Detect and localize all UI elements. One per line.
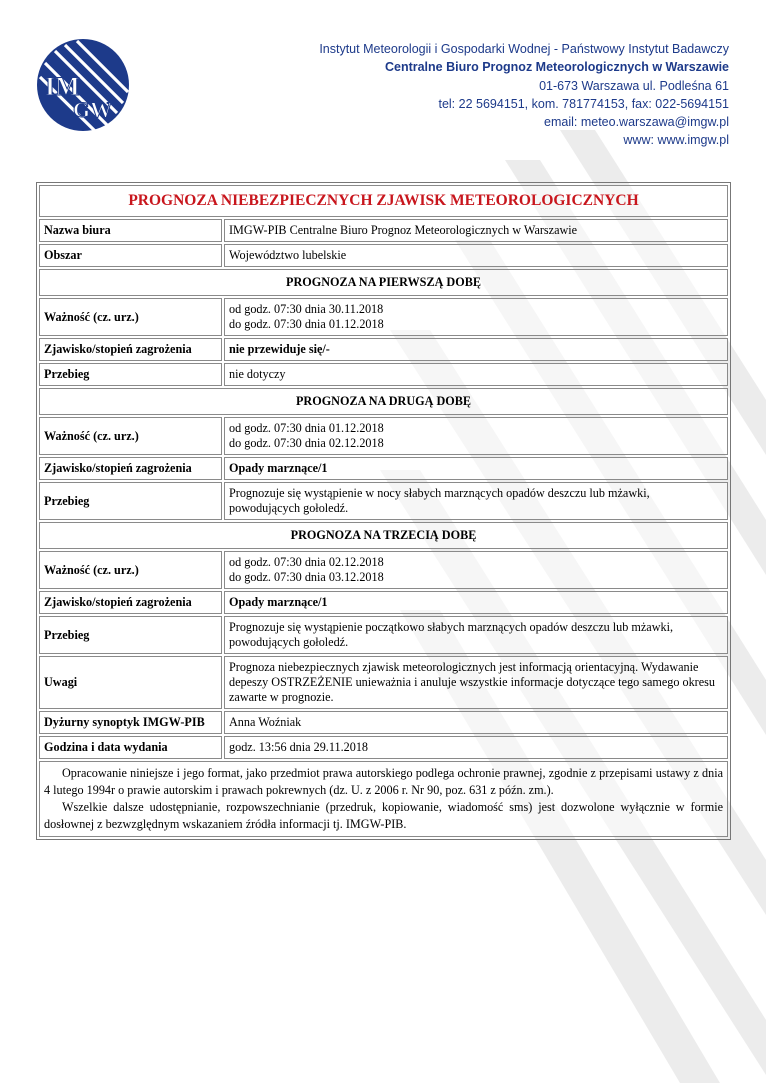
copyright-note <box>39 761 728 837</box>
day1-validity-from: od godz. 07:30 dnia 30.11.2018 <box>229 302 384 316</box>
day1-course-label: Przebieg <box>39 363 222 386</box>
day2-heading: PROGNOZA NA DRUGĄ DOBĘ <box>39 388 728 415</box>
institute-header <box>319 40 729 150</box>
institute-name: Instytut Meteorologii i Gospodarki Wodnej - Państwowy Instytut Badawczy <box>319 42 729 56</box>
day3-validity-value <box>224 551 728 589</box>
logo-text-top: IM <box>45 72 80 101</box>
day3-phenomenon-label: Zjawisko/stopień zagrożenia <box>39 591 222 614</box>
day3-course-value: Prognozuje się wystąpienie początkowo słabych marznących opadów deszczu lub mżawki, powodujących gołoledź. <box>224 616 728 654</box>
day2-course-label: Przebieg <box>39 482 222 520</box>
document-title: PROGNOZA NIEBEZPIECZNYCH ZJAWISK METEOROLOGICZNYCH <box>39 185 728 217</box>
day2-phenomenon-value: Opady marznące/1 <box>224 457 728 480</box>
day3-validity-to: do godz. 07:30 dnia 03.12.2018 <box>229 570 384 584</box>
imgw-logo <box>35 37 131 147</box>
remarks-value: Prognoza niebezpiecznych zjawisk meteorologicznych jest informacją orientacyjną. Wydawanie depeszy OSTRZEŻENIE unieważnia i anuluje wszystkie informacje dotyczące tego samego okresu zawarte w prognozie. <box>224 656 728 709</box>
office-label: Nazwa biura <box>39 219 222 242</box>
day2-course-value: Prognozuje się wystąpienie w nocy słabych marznących opadów deszczu lub mżawki, powodujących gołoledź. <box>224 482 728 520</box>
forecaster-value: Anna Woźniak <box>224 711 728 734</box>
forecaster-label: Dyżurny synoptyk IMGW-PIB <box>39 711 222 734</box>
phone-numbers: tel: 22 5694151, kom. 781774153, fax: 022-5694151 <box>438 96 729 111</box>
address: 01-673 Warszawa ul. Podleśna 61 <box>539 78 729 93</box>
issued-value: godz. 13:56 dnia 29.11.2018 <box>224 736 728 759</box>
day1-phenomenon-value: nie przewiduje się/- <box>224 338 728 361</box>
copyright-paragraph-2: Wszelkie dalsze udostępnianie, rozpowszechnianie (przedruk, kopiowanie, wiadomość sms) jest dozwolone wyłącznie w formie dosłownej z bezwzględnym wskazaniem źródła informacji tj. IMGW-PIB. <box>44 800 723 831</box>
copyright-paragraph-1: Opracowanie niniejsze i jego format, jako przedmiot prawa autorskiego podlega ochronie prawnej, zgodnie z przepisami ustawy z dnia 4 lutego 1994r o prawie autorskim i prawach pokrewnych (dz. U. z 2006 r. Nr 90, poz. 631 z późn. zm.). <box>44 766 723 797</box>
bureau-name: Centralne Biuro Prognoz Meteorologicznych w Warszawie <box>384 60 729 75</box>
day3-phenomenon-value: Opady marznące/1 <box>224 591 728 614</box>
day1-validity-value <box>224 298 728 336</box>
forecast-table <box>36 182 731 840</box>
day2-validity-to: do godz. 07:30 dnia 02.12.2018 <box>229 436 384 450</box>
day2-phenomenon-label: Zjawisko/stopień zagrożenia <box>39 457 222 480</box>
day1-validity-to: do godz. 07:30 dnia 01.12.2018 <box>229 317 384 331</box>
day3-course-label: Przebieg <box>39 616 222 654</box>
website: www: www.imgw.pl <box>623 133 729 148</box>
issued-label: Godzina i data wydania <box>39 736 222 759</box>
remarks-label: Uwagi <box>39 656 222 709</box>
day3-validity-label: Ważność (cz. urz.) <box>39 551 222 589</box>
area-label: Obszar <box>39 244 222 267</box>
day1-heading: PROGNOZA NA PIERWSZĄ DOBĘ <box>39 269 728 296</box>
logo-text-bottom: GW <box>73 97 113 122</box>
day3-heading: PROGNOZA NA TRZECIĄ DOBĘ <box>39 522 728 549</box>
day2-validity-value <box>224 417 728 455</box>
day1-course-value: nie dotyczy <box>224 363 728 386</box>
day3-validity-from: od godz. 07:30 dnia 02.12.2018 <box>229 555 384 569</box>
day2-validity-label: Ważność (cz. urz.) <box>39 417 222 455</box>
area-value: Województwo lubelskie <box>224 244 728 267</box>
day2-validity-from: od godz. 07:30 dnia 01.12.2018 <box>229 421 384 435</box>
office-value: IMGW-PIB Centralne Biuro Prognoz Meteorologicznych w Warszawie <box>224 219 728 242</box>
day1-phenomenon-label: Zjawisko/stopień zagrożenia <box>39 338 222 361</box>
email-address: email: meteo.warszawa@imgw.pl <box>544 115 729 130</box>
day1-validity-label: Ważność (cz. urz.) <box>39 298 222 336</box>
